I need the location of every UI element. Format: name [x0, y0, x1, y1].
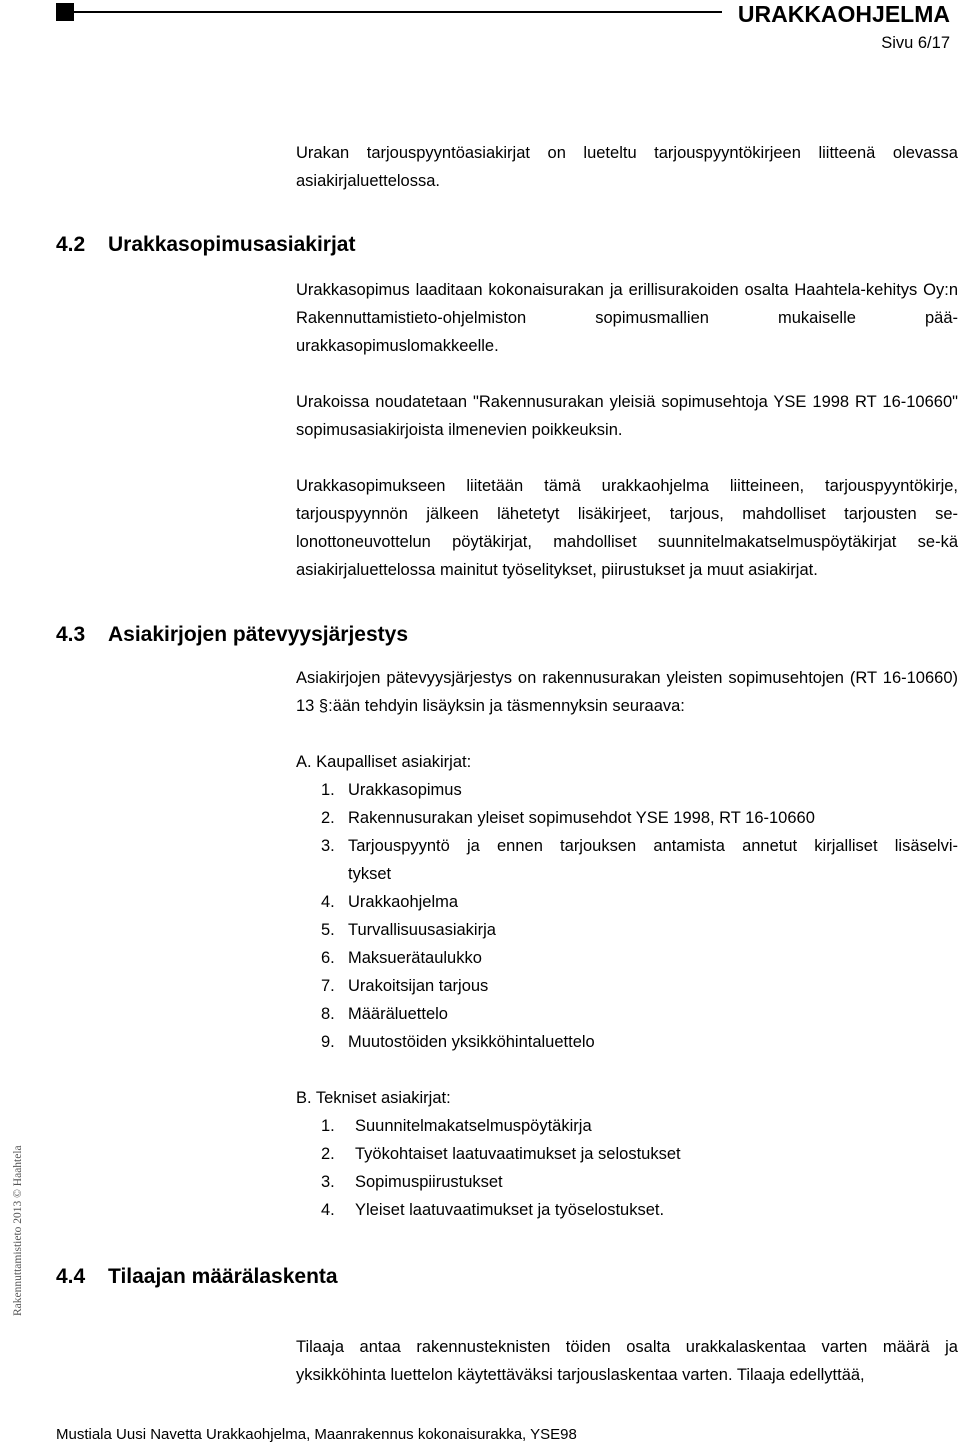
- list-item: 2. Rakennusurakan yleiset sopimusehdot YSE 1998, RT 16-10660: [321, 809, 815, 827]
- section-title: Tilaajan määrälaskenta: [108, 1265, 338, 1288]
- section-4-2-paragraph-1: Urakkasopimus laaditaan kokonaisurakan ja erillisurakoiden osalta Haahtela-kehitys Oy:n Rakennuttamistieto-ohjelmiston sopimusmallien mukaiselle pää-urakkasopimuslomakkeelle.: [296, 281, 958, 355]
- list-item: 8. Määräluettelo: [321, 1005, 448, 1023]
- list-item: 4. Yleiset laatuvaatimukset ja työselostukset.: [321, 1201, 665, 1219]
- section-heading-4-4: [56, 1264, 338, 1290]
- list-item: 3. Tarjouspyyntö ja ennen tarjouksen antamista annetut kirjalliset lisäselvi-: [321, 837, 958, 855]
- copyright-side-note: Rakennuttamistieto 2013 © Haahtela: [12, 1145, 24, 1316]
- section-heading-4-3: [56, 622, 408, 648]
- section-number: 4.3: [56, 623, 86, 646]
- list-item: 9. Muutostöiden yksikköhintaluettelo: [321, 1033, 595, 1051]
- header-rule: [56, 11, 722, 13]
- section-number: 4.4: [56, 1265, 86, 1288]
- section-4-3-paragraph-1: Asiakirjojen pätevyysjärjestys on rakennusurakan yleisten sopimusehtojen (RT 16-10660) 13 §:ään tehdyin lisäyksin ja täsmennyksin seuraava:: [296, 669, 958, 715]
- list-a-title: A. Kaupalliset asiakirjat:: [296, 753, 472, 771]
- list-b-title: B. Tekniset asiakirjat:: [296, 1089, 451, 1107]
- list-item: 5. Turvallisuusasiakirja: [321, 921, 496, 939]
- list-item: 3. Sopimuspiirustukset: [321, 1173, 503, 1191]
- list-item: 1. Urakkasopimus: [321, 781, 462, 799]
- section-4-4-paragraph-1: Tilaaja antaa rakennusteknisten töiden osalta urakkalaskentaa varten määrä ja yksikköhinta luettelon käytettäväksi tarjouslaskentaa varten. Tilaaja edellyttää,: [296, 1338, 958, 1384]
- list-item: 7. Urakoitsijan tarjous: [321, 977, 489, 995]
- list-item: 4. Urakkaohjelma: [321, 893, 459, 911]
- list-item-continuation: tykset: [348, 865, 392, 883]
- page-number: Sivu 6/17: [881, 34, 950, 52]
- document-title: URAKKAOHJELMA: [737, 1, 950, 27]
- section-4-2-paragraph-2: Urakoissa noudatetaan "Rakennusurakan yleisiä sopimusehtoja YSE 1998 RT 16-10660" sopimusasiakirjoista ilmenevien poikkeuksin.: [296, 393, 958, 439]
- section-4-2-paragraph-3: Urakkasopimukseen liitetään tämä urakkaohjelma liitteineen, tarjouspyyntökirje, tarjouspyynnön jälkeen lähetetyt lisäkirjeet, tarjous, mahdolliset tarjousten se-lonottoneuvottelun pöytäkirjat, mahdolliset suunnitelmakatselmuspöytäkirjat se-kä asiakirjaluettelossa mainitut työselitykset, piirustukset ja muut asiakirjat.: [296, 477, 958, 579]
- list-item: 1. Suunnitelmakatselmuspöytäkirja: [321, 1117, 592, 1135]
- list-item: 6. Maksuerätaulukko: [321, 949, 482, 967]
- list-item: 2. Työkohtaiset laatuvaatimukset ja selostukset: [321, 1145, 681, 1163]
- section-title: Asiakirjojen pätevyysjärjestys: [108, 623, 409, 646]
- section-title: Urakkasopimusasiakirjat: [108, 233, 356, 256]
- intro-paragraph: Urakan tarjouspyyntöasiakirjat on lueteltu tarjouspyyntökirjeen liitteenä olevassa asiakirjaluettelossa.: [296, 144, 958, 190]
- section-heading-4-2: [56, 232, 355, 258]
- section-number: 4.2: [56, 233, 86, 256]
- page-footer: Mustiala Uusi Navetta Urakkaohjelma, Maanrakennus kokonaisurakka, YSE98: [56, 1426, 577, 1443]
